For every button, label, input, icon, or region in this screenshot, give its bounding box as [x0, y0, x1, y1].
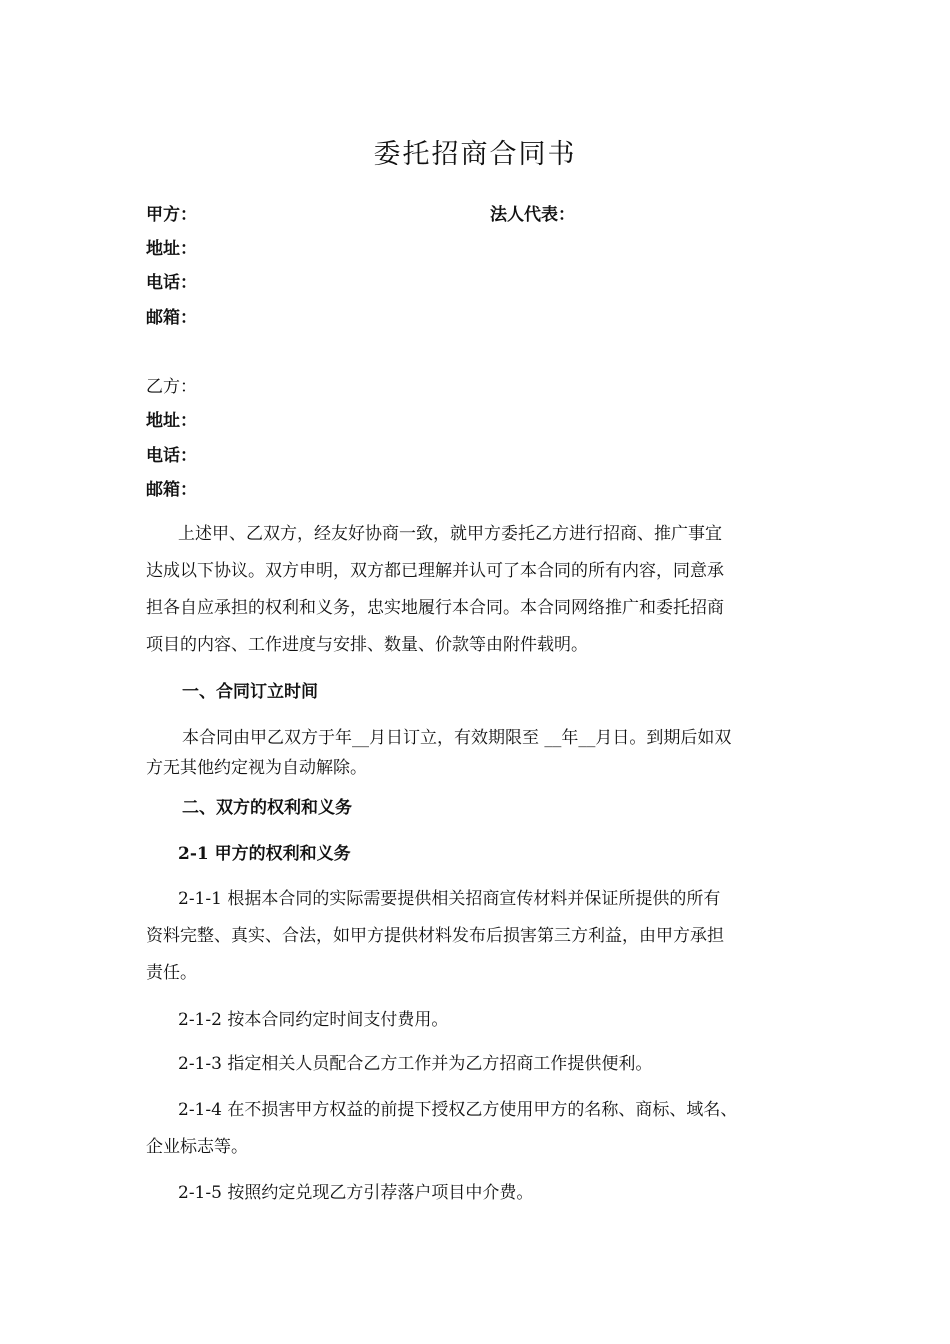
clause-line: 2-1-2 按本合同约定时间支付费用。	[178, 1010, 449, 1030]
document-title: 委托招商合同书	[373, 139, 577, 170]
party-b-name-label: 乙方：	[146, 377, 197, 397]
intro-line: 担各自应承担的权利和义务，忠实地履行本合同。本合同网络推广和委托招商	[146, 598, 724, 618]
party-a-email-label: 邮箱：	[146, 308, 197, 328]
intro-line: 上述甲、乙双方，经友好协商一致，就甲方委托乙方进行招商、推广事宜	[178, 524, 722, 544]
party-a-rep-label: 法人代表：	[490, 205, 575, 225]
party-a-name-label: 甲方：	[146, 205, 197, 225]
section-1-heading: 一、合同订立时间	[182, 682, 318, 702]
clause-line: 资料完整、真实、合法，如甲方提供材料发布后损害第三方利益，由甲方承担	[146, 926, 724, 946]
clause-line: 责任。	[146, 963, 197, 983]
party-b-email-label: 邮箱：	[146, 480, 197, 500]
clause-line: 2-1-1 根据本合同的实际需要提供相关招商宣传材料并保证所提供的所有	[178, 889, 721, 909]
clause-line: 2-1-4 在不损害甲方权益的前提下授权乙方使用甲方的名称、商标、域名、	[178, 1100, 738, 1120]
section-1-line: 方无其他约定视为自动解除。	[146, 758, 367, 778]
clause-line: 2-1-3 指定相关人员配合乙方工作并为乙方招商工作提供便利。	[178, 1054, 653, 1074]
intro-line: 项目的内容、工作进度与安排、数量、价款等由附件载明。	[146, 635, 588, 655]
clause-line: 企业标志等。	[146, 1137, 248, 1157]
party-b-address-label: 地址：	[146, 411, 197, 431]
party-a-address-label: 地址：	[146, 239, 197, 259]
section-2-1-heading: 2-1 甲方的权利和义务	[178, 844, 351, 864]
party-a-phone-label: 电话：	[146, 273, 197, 293]
clause-line: 2-1-5 按照约定兑现乙方引荐落户项目中介费。	[178, 1183, 534, 1203]
intro-line: 达成以下协议。双方申明，双方都已理解并认可了本合同的所有内容，同意承	[146, 561, 724, 581]
section-2-heading: 二、双方的权利和义务	[182, 798, 352, 818]
party-b-phone-label: 电话：	[146, 446, 197, 466]
section-1-line: 本合同由甲乙双方于年__月日订立，有效期限至 __年__月日。到期后如双	[182, 728, 732, 748]
